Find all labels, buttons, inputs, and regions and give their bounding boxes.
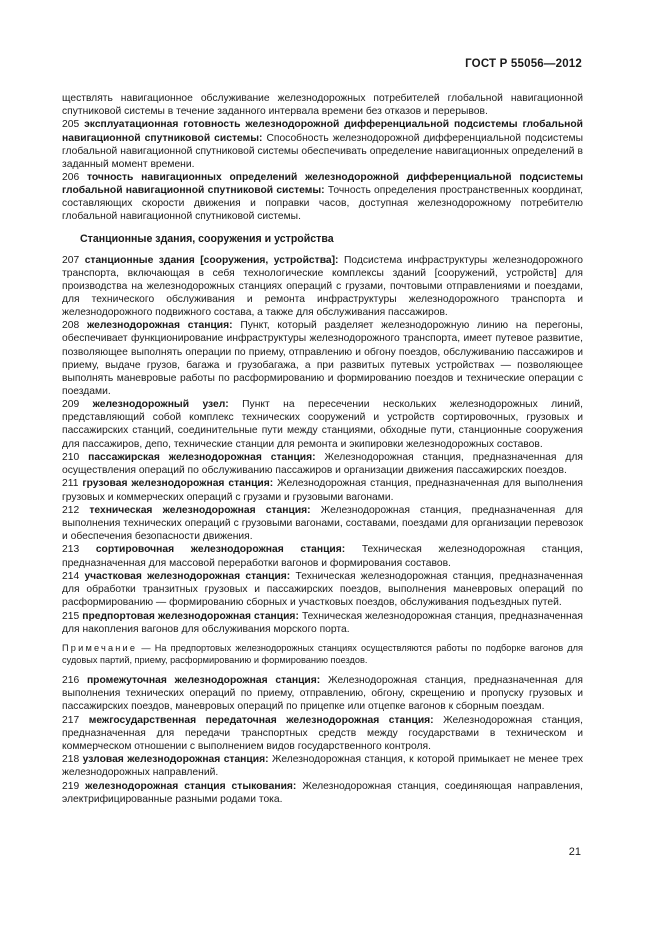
entry-number: 217 [62, 714, 80, 726]
page-number: 21 [568, 846, 581, 858]
definition-entry [62, 753, 583, 779]
entry-definition: Железнодорожная станция, предназначенная для передачи транспортных средств между государствами в техническом и коммерческом отношении с выполнением видов государственного контроля. [62, 714, 583, 752]
entry-term: железнодорожный узел: [92, 399, 229, 411]
entry-number: 214 [62, 570, 80, 582]
entry-number: 206 [62, 172, 80, 184]
entry-definition: Железнодорожная станция, предназначенная для выполнения технических операций по приему, отправлению, обгону, скрещению и пропуску грузовых и пассажирских поездов, маневровых операций по прицепке или отцепке вагонов к сборным поездам. [62, 675, 583, 713]
entry-term: точность навигационных определений железнодорожной дифференциальной подсистемы глобальной навигационной спутниковой системы: [62, 172, 583, 197]
section-heading: Станционные здания, сооружения и устройства [80, 232, 334, 245]
entry-number: 215 [62, 610, 80, 622]
definition-entry [62, 714, 583, 753]
entry-number: 209 [62, 399, 80, 411]
entry-number: 216 [62, 675, 80, 687]
definition-entry [62, 171, 583, 223]
document-body [62, 92, 583, 806]
entry-term: межгосударственная передаточная железнодорожная станция: [88, 714, 434, 726]
entry-term: железнодорожная станция: [86, 320, 233, 332]
entries-group-a [62, 118, 583, 223]
entry-definition: Техническая железнодорожная станция, предназначенная для массовой переработки вагонов и формирования составов. [62, 544, 583, 569]
entry-term: предпортовая железнодорожная станция: [82, 610, 299, 622]
definition-entry [62, 451, 583, 477]
entry-term: участковая железнодорожная станция: [84, 570, 291, 582]
definition-entry [62, 674, 583, 713]
entry-number: 212 [62, 504, 80, 516]
entry-definition: Способность железнодорожной дифференциальной подсистемы глобальной навигационной спутниковой системы обеспечивать определение навигационных определений в заданный момент времени. [62, 132, 583, 170]
definition-entry [62, 610, 583, 636]
entry-definition: Техническая железнодорожная станция, предназначенная для накопления вагонов для обслуживания морского порта. [62, 610, 583, 635]
entry-definition: Железнодорожная станция, предназначенная для выполнения технических операций с грузовыми вагонами, составами, поездами для организации перевозок и обеспечения безопасности движения. [62, 504, 583, 543]
definition-entry [62, 780, 583, 806]
entry-number: 205 [62, 119, 80, 131]
entry-term: промежуточная железнодорожная станция: [86, 675, 321, 687]
entry-number: 210 [62, 451, 80, 463]
entry-number: 218 [62, 754, 80, 766]
entry-definition: Железнодорожная станция, соединяющая направления, электрифицированные разными родами тока. [62, 780, 583, 805]
entry-number: 207 [62, 254, 80, 266]
definition-entry [62, 398, 583, 450]
entry-definition: Подсистема инфраструктуры железнодорожного транспорта, включающая в себя технологические комплексы зданий [сооружений, устройств] для производства на железнодорожных станциях операций с грузами, почтовыми отправлениями и поездами, для технического обслуживания и ремонта инфраструктуры железнодорожного транспорта и железнодорожного подвижного состава, а также для обслуживания пассажиров. [62, 254, 583, 318]
definition-entry [62, 543, 583, 569]
entry-number: 213 [62, 544, 80, 556]
entry-term: эксплуатационная готовность железнодорожной дифференциальной подсистемы глобальной навигационной спутниковой системы: [62, 119, 583, 144]
entry-definition: Техническая железнодорожная станция, предназначенная для обработки транзитных грузовых и пассажирских поездов, выполнения маневровых операций по расформированию — формированию сборных и участковых поездов, обслуживания подъездных путей. [62, 570, 583, 609]
entry-definition: Пункт на пересечении нескольких железнодорожных линий, представляющий собой комплекс технических сооружений и устройств сортировочных, грузовых и пассажирских станций, соединительные пути между станциями, обходные пути, станционные сооружения для пассажиров, депо, технические станции для ремонта и экипировки железнодорожных составов. [62, 399, 583, 450]
note-paragraph [62, 642, 583, 666]
definition-entry [62, 477, 583, 503]
entries-group-b [62, 254, 583, 636]
entry-number: 208 [62, 320, 80, 332]
entry-definition: Пункт, который разделяет железнодорожную линию на перегоны, обеспечивает функционирование инфраструктуры железнодорожного транспорта, имеет путевое развитие, позволяющее выполнять операции по приему, отправлению и обгону поездов, обслуживанию пассажиров и приему, выдаче грузов, багажа и грузобагажа, а при развитых путевых устройствах — позволяющее выполнять маневровые работы по расформированию и формированию поездов и технические операции с поездами. [62, 320, 583, 397]
entry-term: железнодорожная станция стыкования: [85, 780, 297, 792]
entry-term: грузовая железнодорожная станция: [82, 478, 274, 490]
entry-term: техническая железнодорожная станция: [89, 504, 311, 516]
note-text: — На предпортовых железнодорожных станциях осуществляются работы по подборке вагонов для судовых партий, приему, расформированию и формированию поездов. [62, 642, 583, 665]
entry-number: 211 [62, 478, 79, 490]
entry-term: сортировочная железнодорожная станция: [95, 544, 346, 556]
entry-term: станционные здания [сооружения, устройства]: [84, 254, 339, 266]
definition-entry [62, 570, 583, 609]
intro-paragraph: ществлять навигационное обслуживание железнодорожных потребителей глобальной навигационной спутниковой системы в течение заданного интервала времени без отказов и перерывов. [62, 93, 583, 118]
definition-entry [62, 118, 583, 170]
entry-term: пассажирская железнодорожная станция: [88, 451, 316, 463]
definition-entry [62, 504, 583, 543]
definition-entry [62, 319, 583, 398]
entry-definition: Точность определения пространственных координат, составляющих скорости движения и поправки часов, доступная железнодорожному потребителю глобальной навигационной спутниковой системы. [62, 185, 583, 223]
entry-number: 219 [62, 780, 80, 792]
entry-definition: Железнодорожная станция, предназначенная для осуществления операций по обслуживанию пассажиров и организации движения пассажирских поездов. [62, 451, 583, 477]
entries-group-c [62, 674, 583, 806]
entry-definition: Железнодорожная станция, к которой примыкает не менее трех железнодорожных направлений. [62, 754, 583, 779]
standard-header: ГОСТ Р 55056—2012 [465, 58, 582, 70]
note-label: Примечание [62, 642, 138, 653]
entry-term: узловая железнодорожная станция: [82, 754, 269, 766]
definition-entry [62, 254, 583, 319]
entry-definition: Железнодорожная станция, предназначенная для выполнения грузовых и коммерческих операций с грузами и грузовыми вагонами. [62, 478, 583, 503]
